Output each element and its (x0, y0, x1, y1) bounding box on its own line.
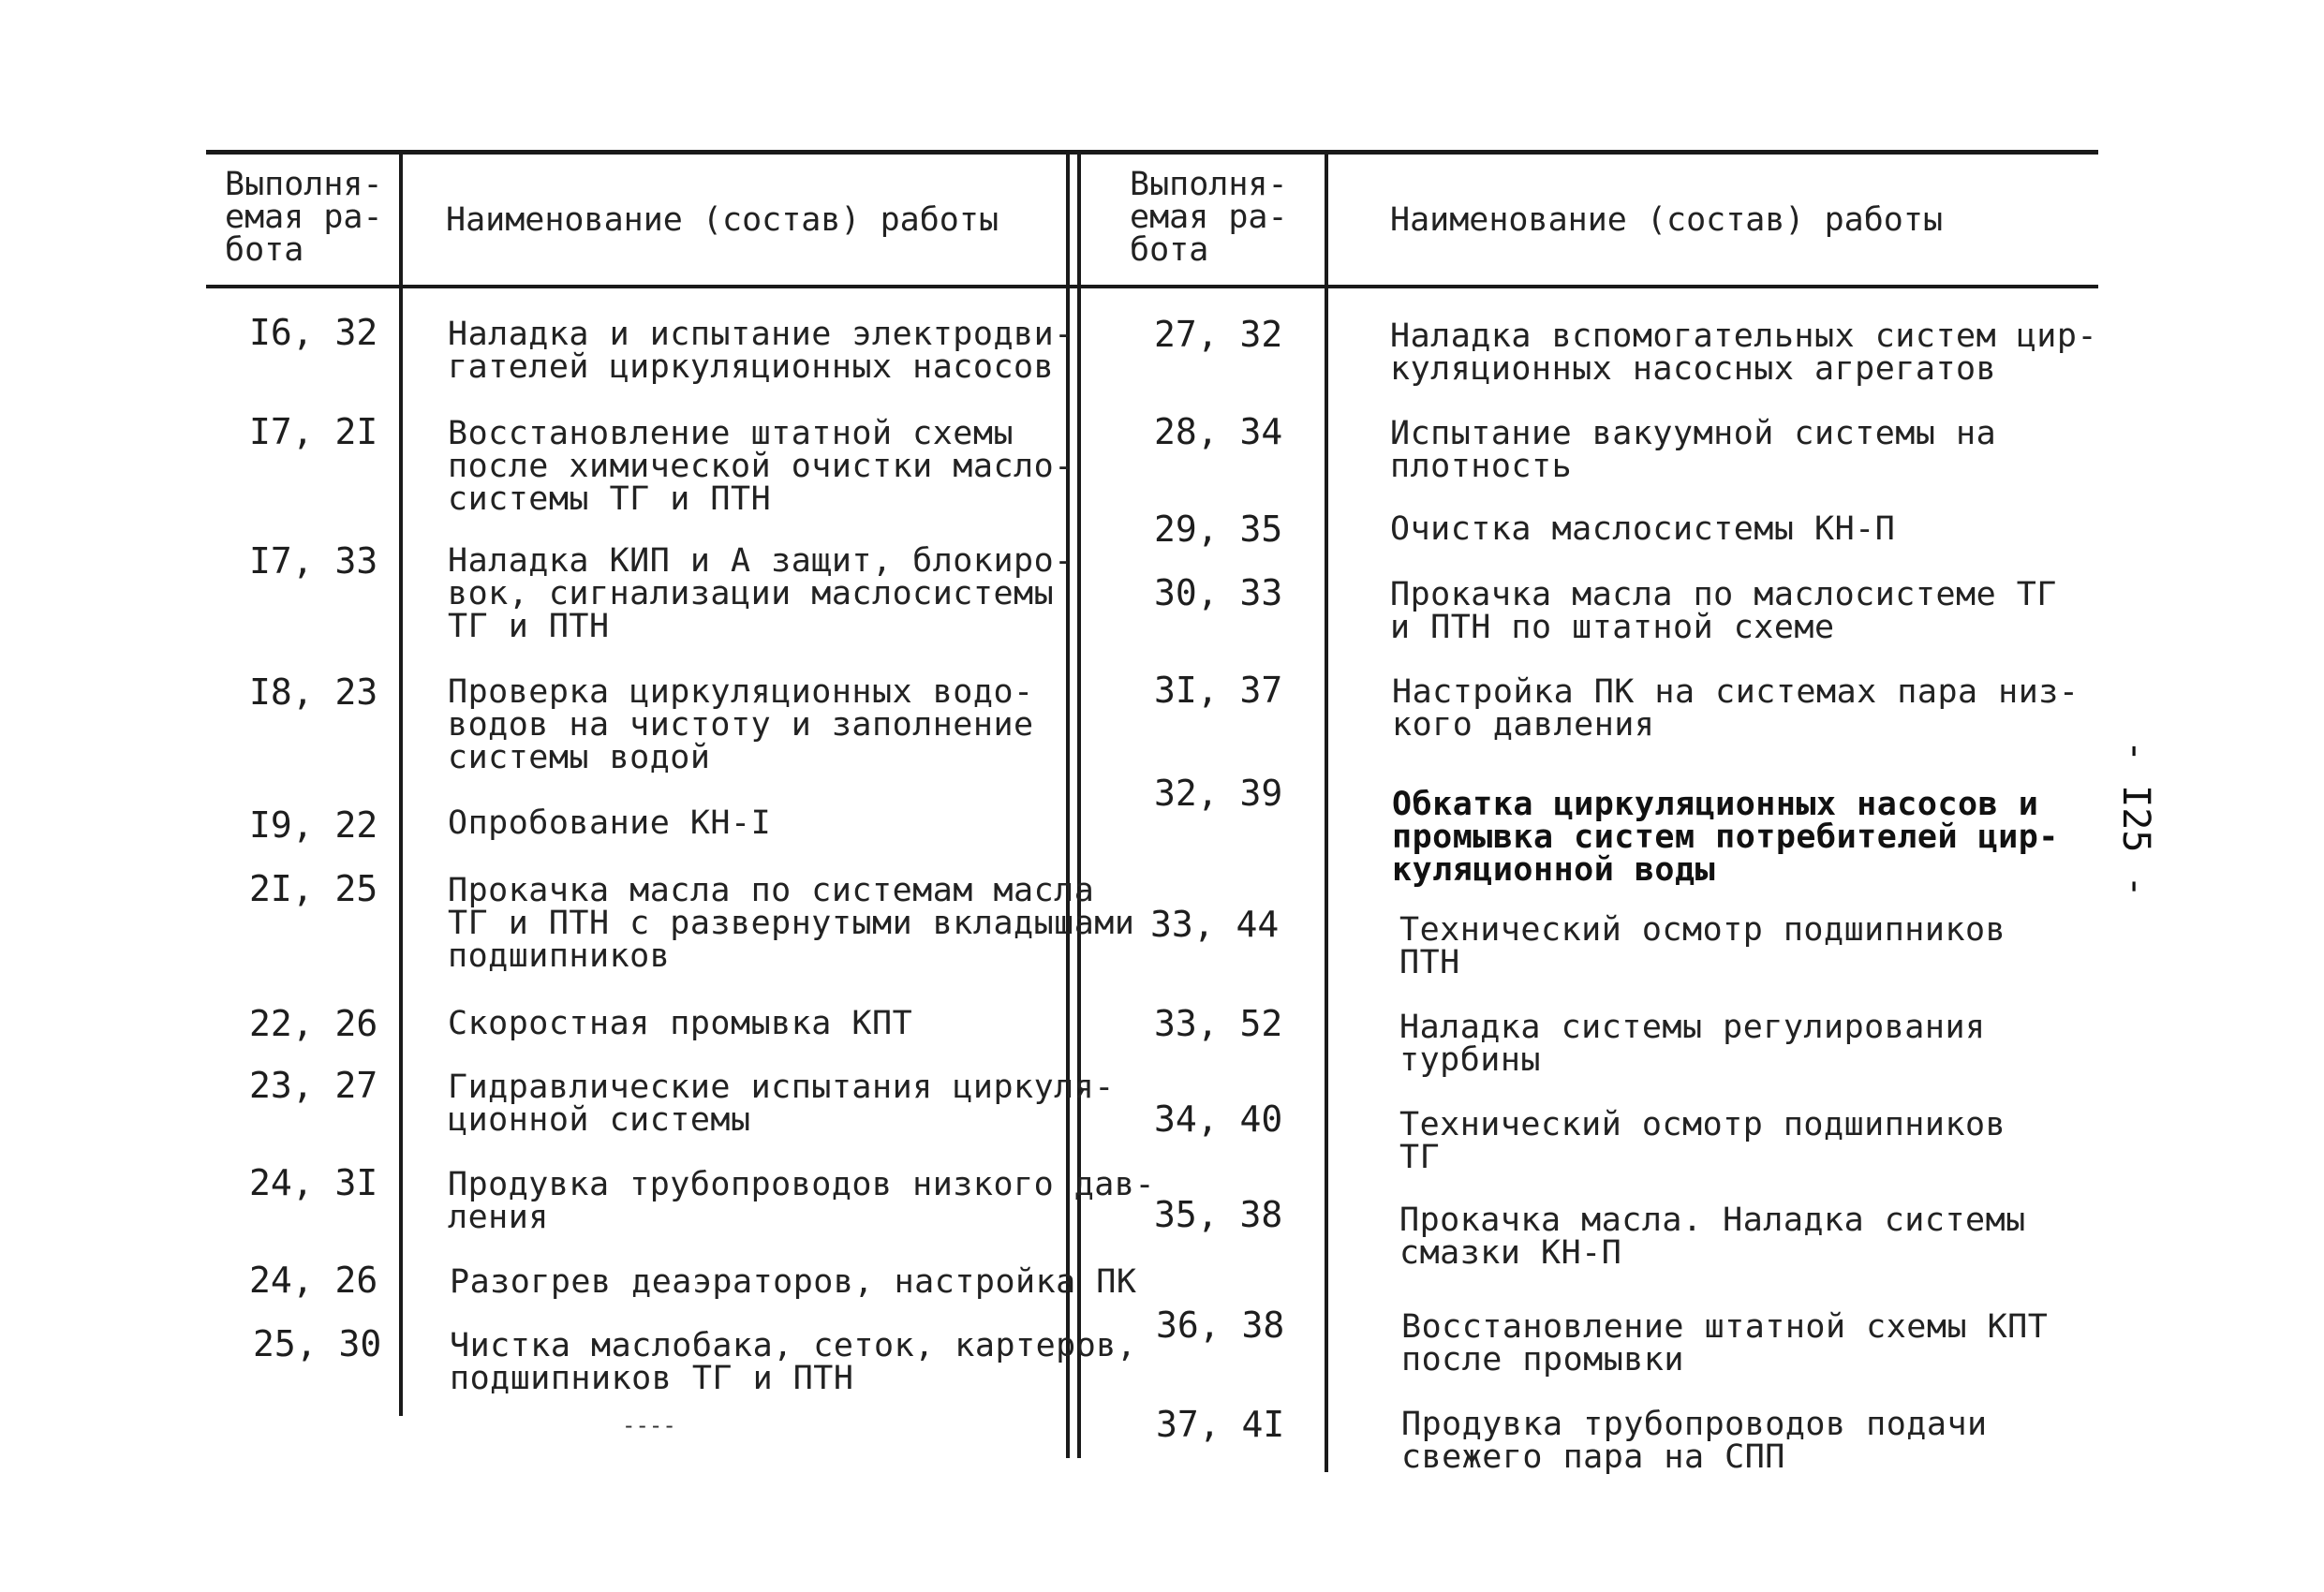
left-row-name: Наладка и испытание электродви- гателей циркуляционных насосов (448, 316, 1074, 386)
left-row-number: I7, 33 (249, 540, 378, 582)
left-row-name: Скоростная промывка КПТ (448, 1005, 913, 1042)
left-row-name: Прокачка масла по системам масла ТГ и ПТН с развернутыми вкладышами подшипников (448, 872, 1135, 975)
right-row-name: Настройка ПК на системах пара низ- кого давления (1392, 673, 2080, 744)
right-row-name: Технический осмотр подшипников ТГ (1399, 1106, 2006, 1176)
left-row-name: Восстановление штатной схемы после химической очистки масло- системы ТГ и ПТН (448, 415, 1074, 518)
header-left-name: Наименование (состав) работы (446, 201, 999, 239)
right-row-number: 33, 52 (1154, 1003, 1283, 1044)
right-row-name: Испытание вакуумной системы на плотность (1390, 415, 1997, 485)
right-row-number: 3I, 37 (1154, 670, 1283, 711)
right-row-name: Продувка трубопроводов подачи свежего пара на СПП (1401, 1406, 1988, 1476)
left-row-number: I9, 22 (249, 804, 378, 846)
right-row-number: 28, 34 (1154, 411, 1283, 452)
header-left-number: Выполня- емая ра- бота (225, 166, 383, 269)
right-row-name: Наладка системы регулирования турбины (1399, 1009, 1986, 1079)
left-row-name: Гидравлические испытания циркуля- ционной системы (448, 1069, 1115, 1139)
right-row-name: Прокачка масла. Наладка системы смазки КН-П (1399, 1201, 2026, 1272)
right-row-number: 34, 40 (1154, 1098, 1283, 1140)
left-row-number: 24, 26 (249, 1260, 378, 1301)
right-divider-line (1325, 152, 1328, 1472)
left-row-name: Опробование КН-I (448, 804, 772, 842)
left-row-number: I7, 2I (249, 411, 378, 452)
header-bottom-rule (206, 285, 2098, 288)
left-row-number: 24, 3I (249, 1162, 378, 1203)
left-row-name: Разогрев деаэраторов, настройка ПК (450, 1263, 1137, 1301)
right-row-number: 35, 38 (1154, 1194, 1283, 1235)
left-row-name: Проверка циркуляционных водо- водов на чистоту и заполнение системы водой (448, 673, 1034, 776)
center-divider-line-2 (1077, 152, 1081, 1458)
header-right-name: Наименование (состав) работы (1390, 201, 1944, 239)
left-row-name: Чистка маслобака, сеток, картеров, подшипников ТГ и ПТН (450, 1327, 1137, 1397)
right-row-number: 27, 32 (1154, 314, 1283, 355)
left-row-number: 25, 30 (253, 1323, 382, 1364)
left-divider-line (399, 152, 403, 1416)
right-row-name: Наладка вспомогательных систем цир- куляционных насосных агрегатов (1390, 317, 2098, 388)
trailing-dash: ---- (622, 1412, 676, 1438)
right-row-name: Восстановление штатной схемы КПТ после промывки (1401, 1308, 2049, 1378)
left-row-number: 2I, 25 (249, 868, 378, 909)
left-row-number: I8, 23 (249, 671, 378, 713)
right-row-name: Очистка маслосистемы КН-П (1390, 510, 1896, 548)
table-top-rule (206, 150, 2098, 155)
left-row-name: Продувка трубопроводов низкого дав- ления (448, 1166, 1156, 1236)
right-row-number: 32, 39 (1154, 773, 1283, 814)
left-row-number: 23, 27 (249, 1065, 378, 1106)
right-row-number: 37, 4I (1156, 1404, 1285, 1445)
right-row-number: 36, 38 (1156, 1305, 1285, 1346)
right-row-number: 30, 33 (1154, 572, 1283, 613)
left-row-number: 22, 26 (249, 1003, 378, 1044)
right-row-name: Технический осмотр подшипников ПТН (1399, 911, 2006, 981)
left-row-name: Наладка КИП и А защит, блокиро- вок, сигнализации маслосистемы ТГ и ПТН (448, 542, 1074, 645)
page-number: - I25 - (2114, 740, 2157, 898)
right-row-name: Обкатка циркуляционных насосов и промывка систем потребителей цир- куляционной воды (1392, 786, 2059, 889)
right-row-number: 33, 44 (1150, 904, 1280, 945)
right-row-number: 29, 35 (1154, 509, 1283, 550)
header-right-number: Выполня- емая ра- бота (1130, 166, 1288, 269)
left-row-number: I6, 32 (249, 312, 378, 353)
right-row-name: Прокачка масла по маслосистеме ТГ и ПТН по штатной схеме (1390, 576, 2057, 646)
